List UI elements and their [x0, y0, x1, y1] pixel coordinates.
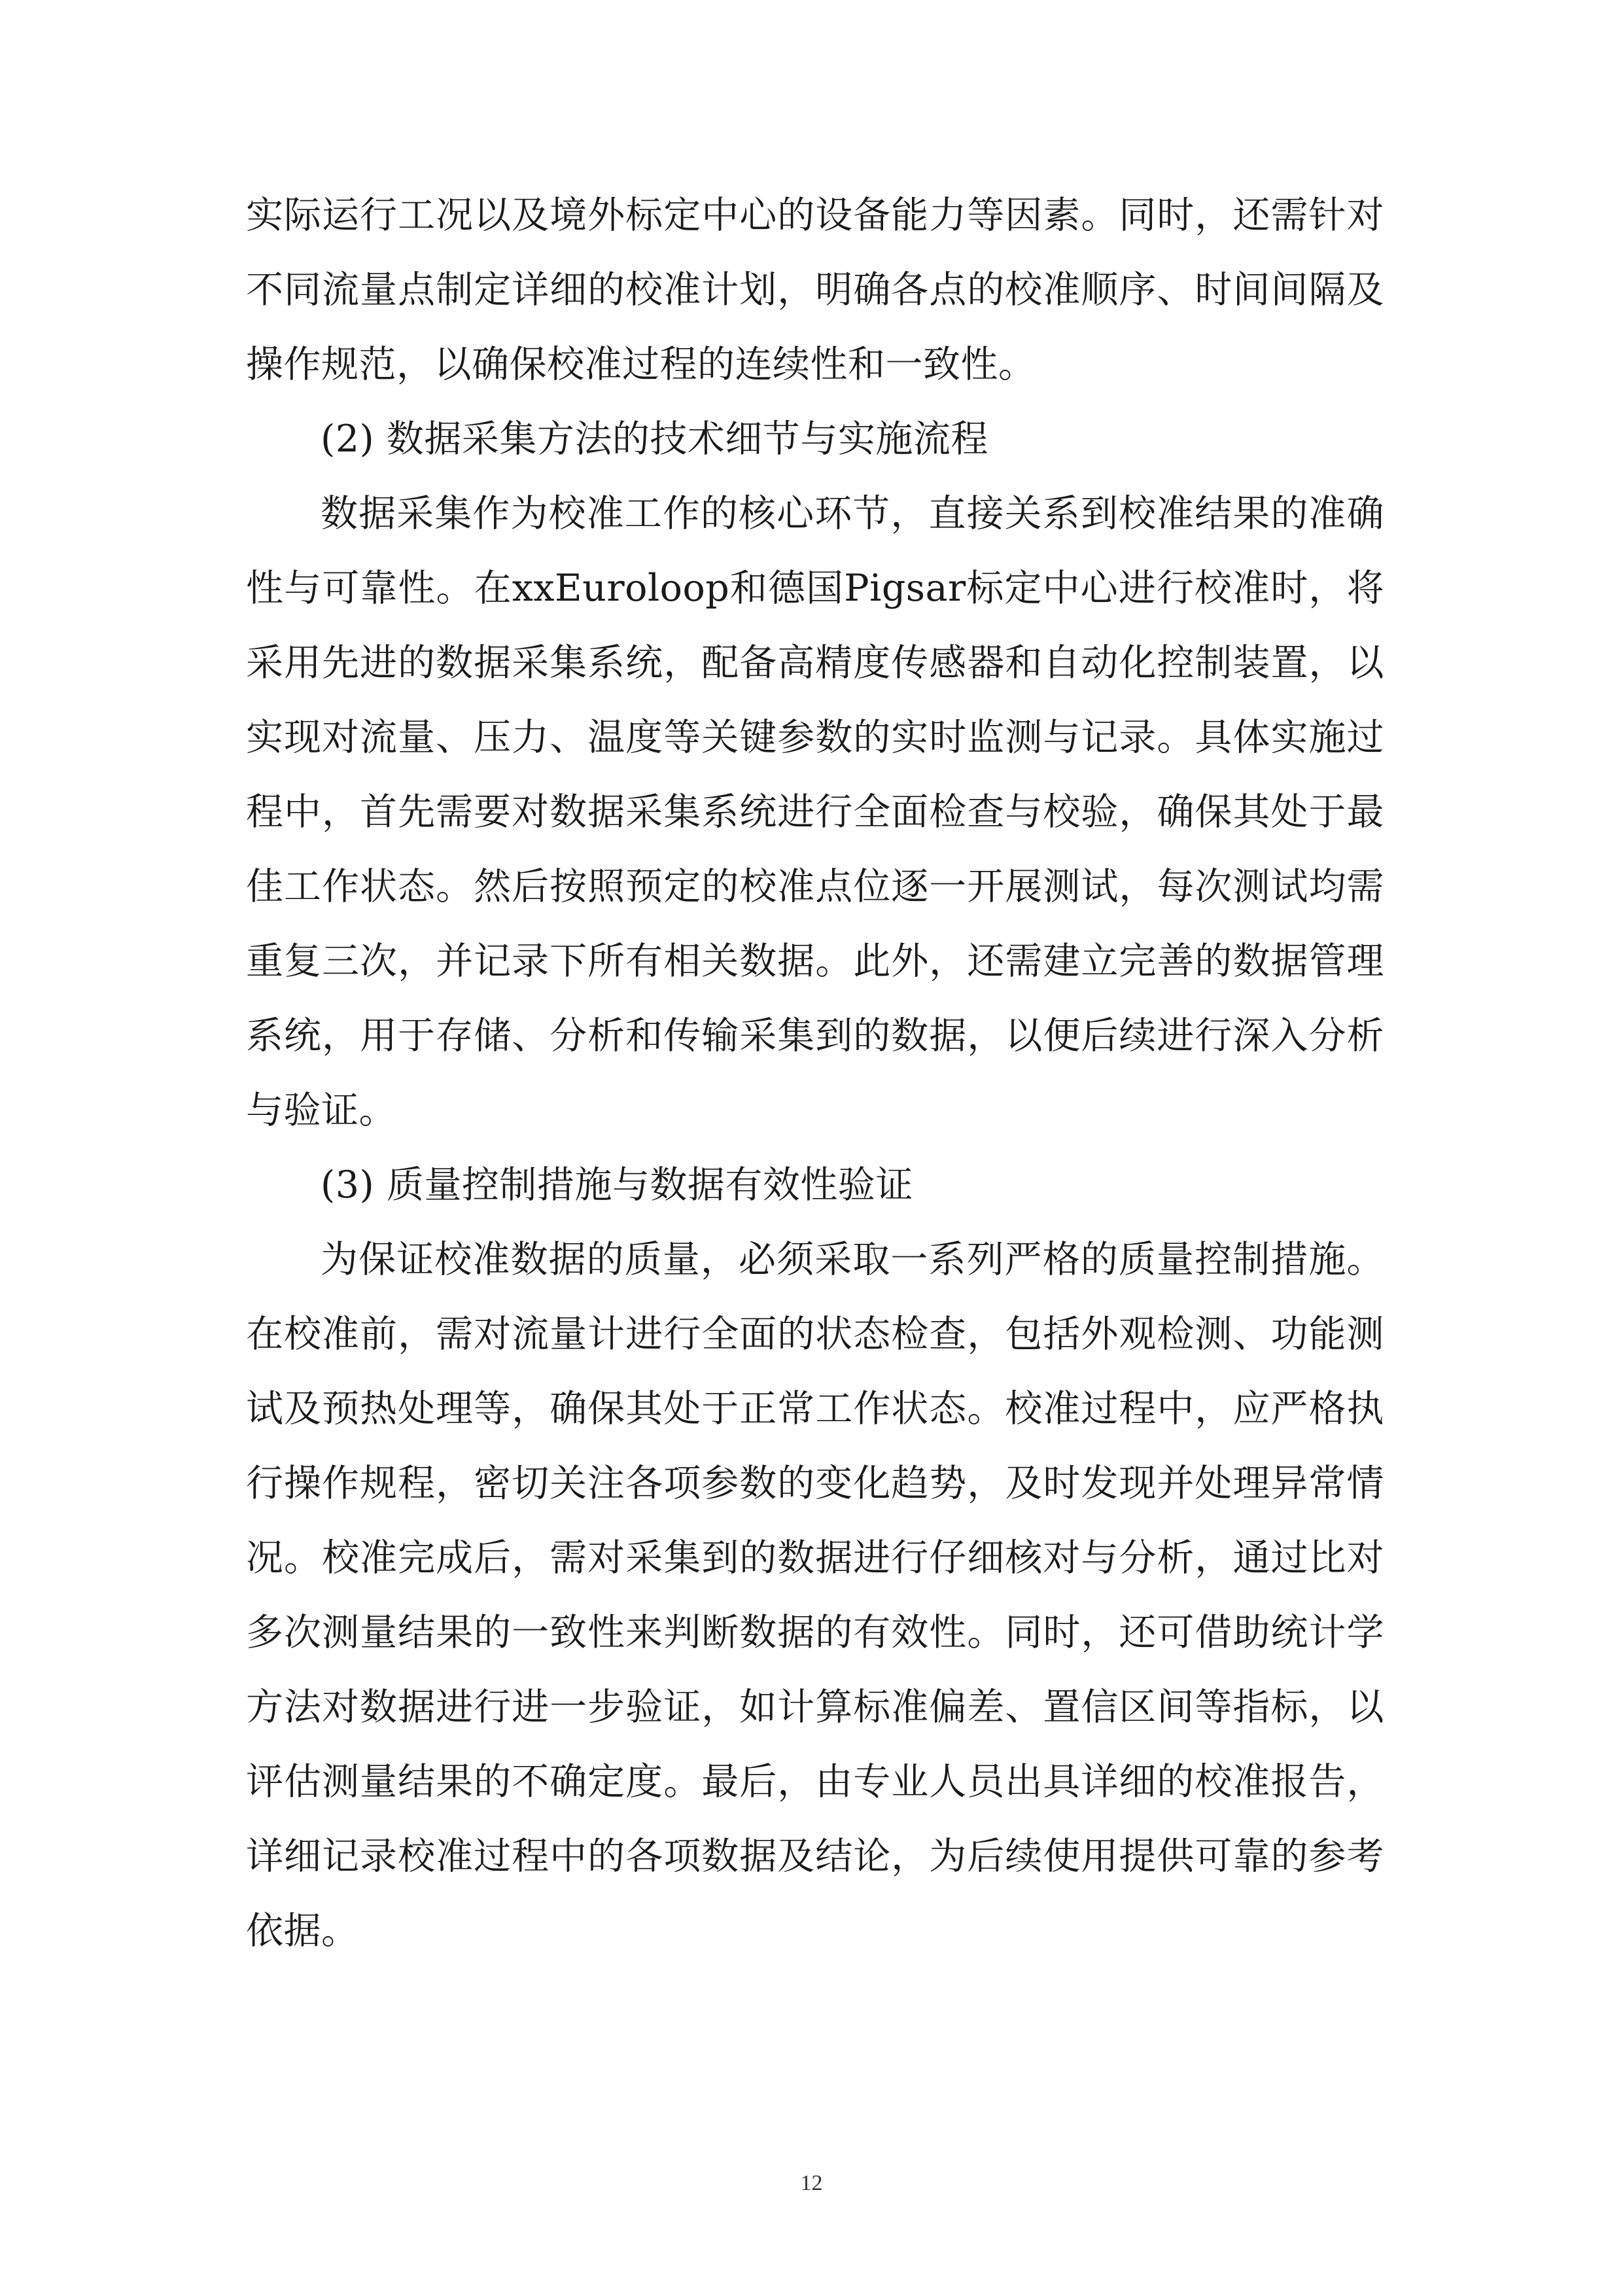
paragraph-data-collection: 数据采集作为校准工作的核心环节，直接关系到校准结果的准确性与可靠性。在xxEuroloop和德国Pigsar标定中心进行校准时，将采用先进的数据采集系统，配备高精度传感器和自动化控制装置，以实现对流量、压力、温度等关键参数的实时监测与记录。具体实施过程中，首先需要对数据采集系统进行全面检查与校验，确保其处于最佳工作状态。然后按照预定的校准点位逐一开展测试，每次测试均需重复三次，并记录下所有相关数据。此外，还需建立完善的数据管理系统，用于存储、分析和传输采集到的数据，以便后续进行深入分析与验证。	[246, 492, 1384, 1132]
page-content	[246, 178, 1384, 1968]
section-heading-3: (3) 质量控制措施与数据有效性验证	[321, 1163, 913, 1207]
paragraph-continuation: 实际运行工况以及境外标定中心的设备能力等因素。同时，还需针对不同流量点制定详细的校准计划，明确各点的校准顺序、时间间隔及操作规范，以确保校准过程的连续性和一致性。	[246, 194, 1384, 386]
paragraph-quality-control: 为保证校准数据的质量，必须采取一系列严格的质量控制措施。在校准前，需对流量计进行全面的状态检查，包括外观检测、功能测试及预热处理等，确保其处于正常工作状态。校准过程中，应严格执行操作规程，密切关注各项参数的变化趋势，及时发现并处理异常情况。校准完成后，需对采集到的数据进行仔细核对与分析，通过比对多次测量结果的一致性来判断数据的有效性。同时，还可借助统计学方法对数据进行进一步验证，如计算标准偏差、置信区间等指标，以评估测量结果的不确定度。最后，由专业人员出具详细的校准报告，详细记录校准过程中的各项数据及结论，为后续使用提供可靠的参考依据。	[246, 1238, 1384, 1952]
section-heading-2: (2) 数据采集方法的技术细节与实施流程	[321, 417, 988, 461]
page-number: 12	[800, 2171, 823, 2195]
